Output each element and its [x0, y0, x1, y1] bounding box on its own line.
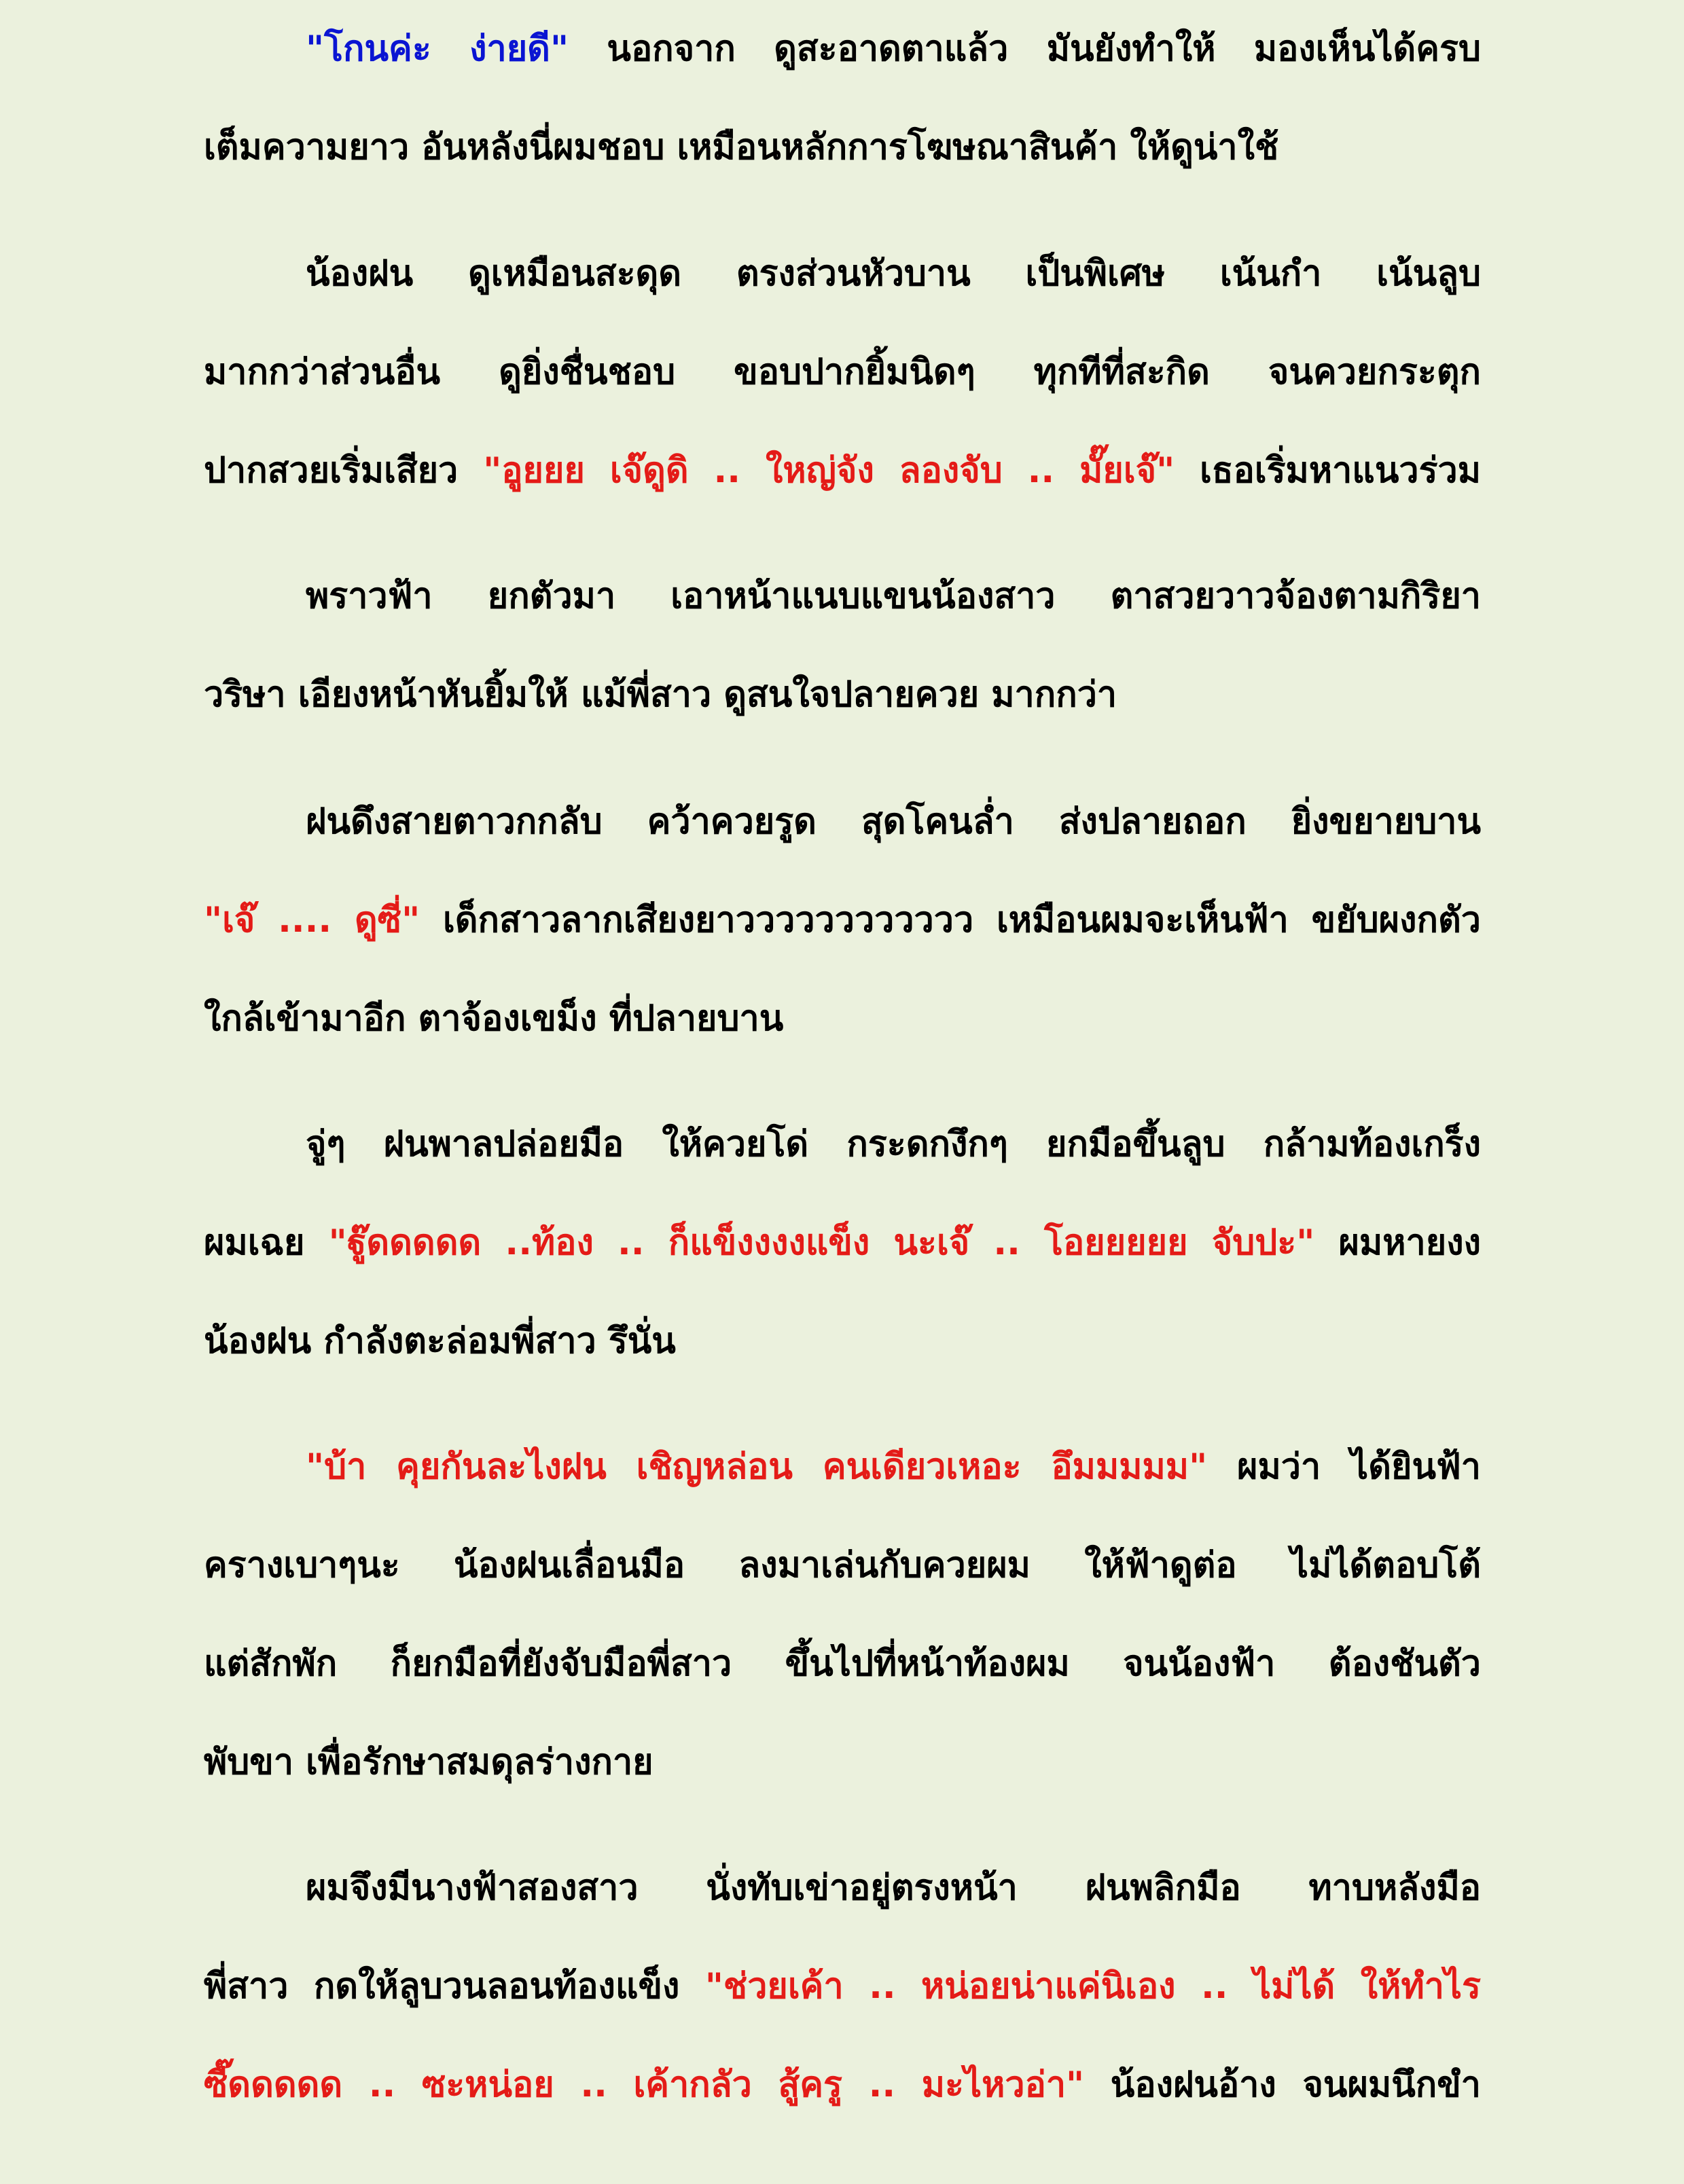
narration-span: ปากสวยเริ่มเสียว	[204, 450, 484, 491]
text-line	[204, 1110, 1481, 1178]
narration-span: ครางเบาๆนะ น้องฝนเลื่อนมือ ลงมาเล่นกับควยผม ให้ฟ้าดูต่อ ไม่ได้ตอบโต้	[204, 1545, 1481, 1586]
text-line	[204, 2051, 1481, 2119]
text-line	[204, 1531, 1481, 1599]
text-line	[204, 1433, 1481, 1501]
text-line	[204, 338, 1481, 406]
text-line	[204, 788, 1481, 856]
narration-span: ใกล้เข้ามาอีก ตาจ้องเขม็ง ที่ปลายบาน	[204, 998, 784, 1039]
text-line	[204, 1209, 1481, 1277]
dialogue-span: "ช่วยเค้า .. หน่อยน่าแค่นิเอง .. ไม่ได้ ให้ทำไร	[704, 1966, 1481, 2007]
narration-span: ผมเฉย	[204, 1222, 329, 1263]
narration-span: เต็มความยาว อันหลังนี่ผมชอบ เหมือนหลักการโฆษณาสินค้า ให้ดูน่าใช้	[204, 127, 1279, 168]
dialogue-span: ซี๊ดดดดด .. ซะหน่อย .. เค้ากลัว สู้ครู .. มะไหวอ่า"	[204, 2064, 1085, 2105]
narration-span: เด็กสาวลากเสียงยาวววววววววววว เหมือนผมจะเห็นฟ้า ขยับผงกตัว	[420, 900, 1481, 941]
text-line	[204, 661, 1481, 729]
narration-span: วริษา เอียงหน้าหันยิ้มให้ แม้พี่สาว ดูสนใจปลายควย มากกว่า	[204, 674, 1117, 715]
document-page	[204, 0, 1481, 2184]
text-line	[204, 886, 1481, 954]
narration-span: พับขา เพื่อรักษาสมดุลร่างกาย	[204, 1742, 653, 1783]
text-line	[204, 437, 1481, 505]
text-line	[204, 240, 1481, 308]
narration-span: แต่สักพัก ก็ยกมือที่ยังจับมือพี่สาว ขึ้นไปที่หน้าท้องผม จนน้องฟ้า ต้องชันตัว	[204, 1643, 1481, 1684]
narration-span: น้องฝน ดูเหมือนสะดุด ตรงส่วนหัวบาน เป็นพิเศษ เน้นกำ เน้นลูบ	[306, 253, 1481, 294]
narration-span: จู่ๆ ฝนพาลปล่อยมือ ให้ควยโด่ กระดกงึกๆ ยกมือขึ้นลูบ กล้ามท้องเกร็ง	[306, 1124, 1481, 1165]
narration-span: ผมหายงง	[1314, 1222, 1481, 1263]
text-line	[204, 113, 1481, 181]
narration-span: น้องฝนอ้าง จนผมนึกขำ	[1084, 2064, 1481, 2105]
narration-span: พี่สาว กดให้ลูบวนลอนท้องแข็ง	[204, 1966, 705, 2007]
narration-span: ผมว่า ได้ยินฟ้า	[1207, 1446, 1481, 1487]
text-line	[204, 1854, 1481, 1922]
narration-span: ฝนดึงสายตาวกกลับ คว้าควยรูด สุดโคนล่ำ ส่งปลายถอก ยิ่งขยายบาน	[306, 801, 1481, 842]
dialogue-span: "โกนค่ะ ง่ายดี"	[306, 29, 569, 69]
dialogue-span: "บ้า คุยกันละไงฝน เชิญหล่อน คนเดียวเหอะ อึมมมมม"	[306, 1446, 1208, 1487]
narration-span: มากกว่าส่วนอื่น ดูยิ่งชื่นชอบ ขอบปากยิ้มนิดๆ ทุกทีที่สะกิด จนควยกระตุก	[204, 352, 1481, 393]
text-line	[204, 1307, 1481, 1375]
dialogue-span: "เจ๊ .... ดูซี่"	[204, 900, 420, 941]
dialogue-span: "อูยยย เจ๊ดูดิ .. ใหญ่จัง ลองจับ .. มั๊ยเจ๊"	[483, 450, 1175, 491]
text-line	[204, 15, 1481, 83]
text-line	[204, 562, 1481, 630]
narration-span: ผมจึงมีนางฟ้าสองสาว นั่งทับเข่าอยู่ตรงหน้า ฝนพลิกมือ ทาบหลังมือ	[306, 1868, 1481, 1908]
narration-span: พราวฟ้า ยกตัวมา เอาหน้าแนบแขนน้องสาว ตาสวยวาวจ้องตามกิริยา	[306, 576, 1481, 617]
narration-span: น้องฝน กำลังตะล่อมพี่สาว รึนั่น	[204, 1321, 676, 1362]
dialogue-span: "ฐู๊ดดดดด ..ท้อง .. ก็แข็งงงงแข็ง นะเจ๊ .. โอยยยยย จับปะ"	[328, 1222, 1315, 1263]
text-line	[204, 1952, 1481, 2020]
narration-span: นอกจาก ดูสะอาดตาแล้ว มันยังทำให้ มองเห็นได้ครบ	[569, 29, 1481, 69]
text-line	[204, 985, 1481, 1053]
text-line	[204, 1630, 1481, 1698]
narration-span: เธอเริ่มหาแนวร่วม	[1175, 450, 1481, 491]
text-line	[204, 1728, 1481, 1796]
